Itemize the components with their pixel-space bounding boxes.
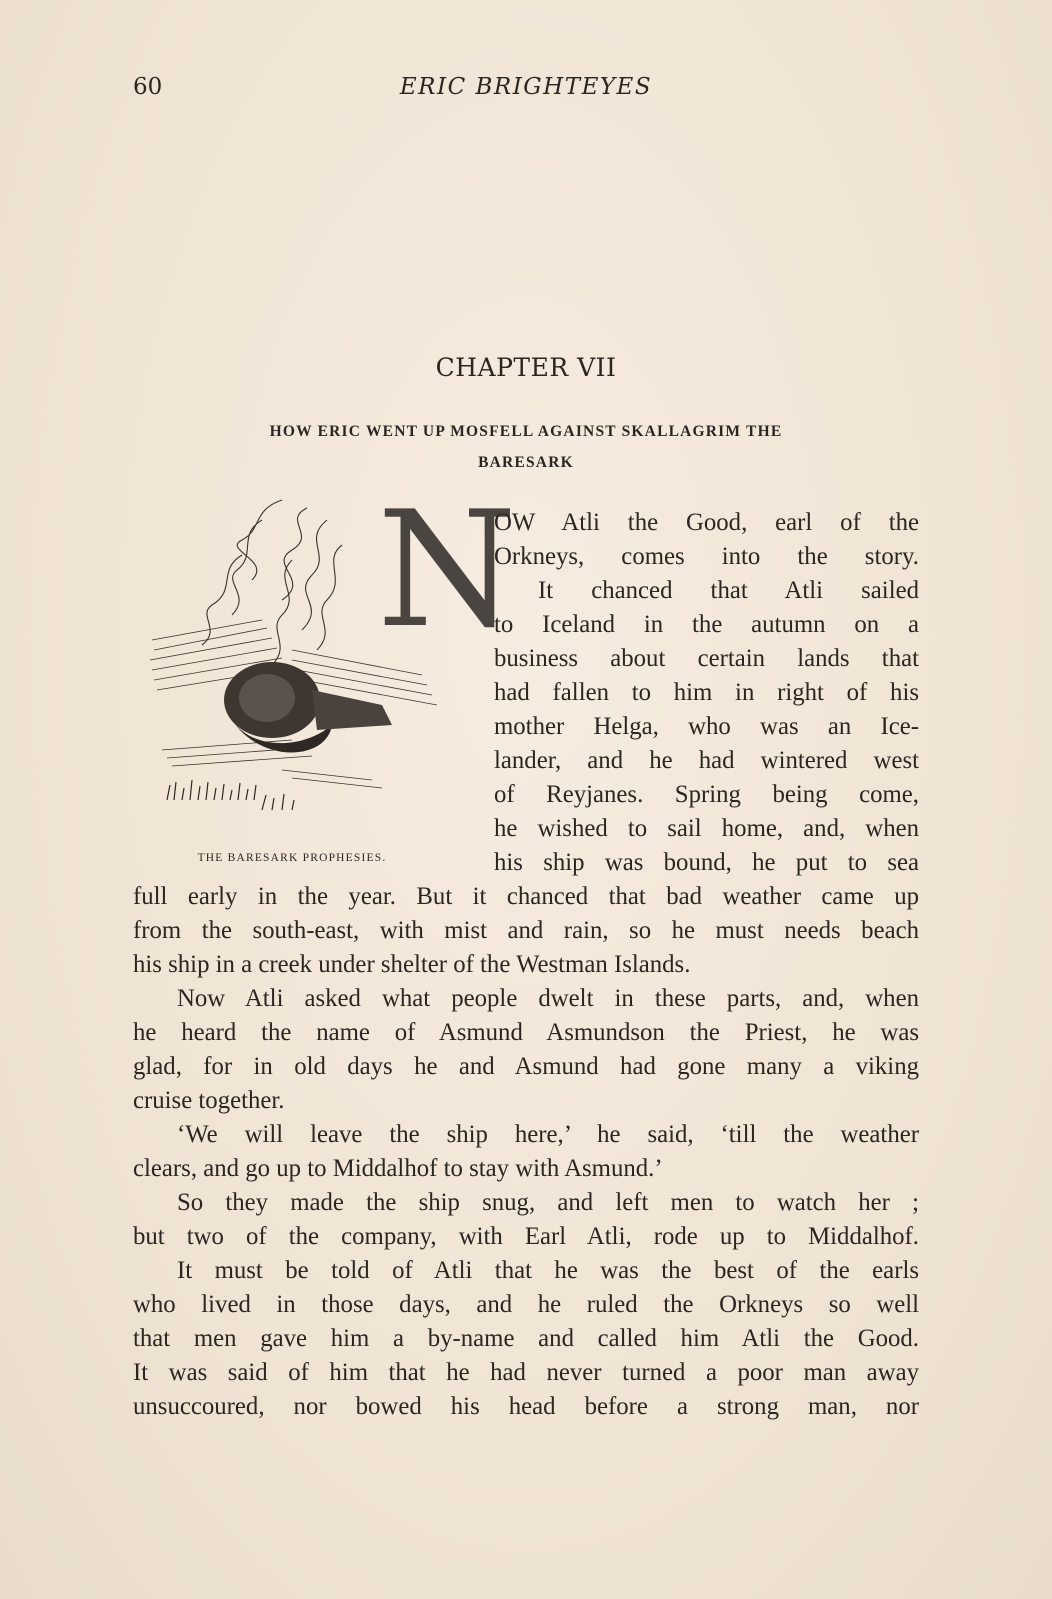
chapter-illustration	[142, 476, 517, 880]
text-line: mother Helga, who was an Ice-	[494, 713, 919, 740]
text-line: from the south-east, with mist and rain, so he must needs beach	[133, 917, 919, 944]
text-line: but two of the company, with Earl Atli, rode up to Middalhof.	[133, 1223, 919, 1250]
smoke-swirls	[202, 500, 342, 665]
text-line: It chanced that Atli sailed	[538, 577, 919, 604]
text-line: It was said of him that he had never turned a poor man away	[133, 1359, 919, 1386]
text-line: he heard the name of Asmund Asmundson the Priest, he was	[133, 1019, 919, 1046]
text-line: glad, for in old days he and Asmund had gone many a viking	[133, 1053, 919, 1080]
chapter-subtitle	[133, 416, 919, 478]
text-line: full early in the year. But it chanced that bad weather came up	[133, 883, 919, 910]
text-line: Orkneys, comes into the story.	[494, 543, 919, 570]
wrapped-paragraph	[494, 506, 919, 880]
page-number: 60	[133, 74, 163, 100]
illustration-caption: THE BARESARK PROPHESIES.	[197, 852, 387, 864]
text-line: that men gave him a by-name and called him Atli the Good.	[133, 1325, 919, 1352]
text-line: to Iceland in the autumn on a	[494, 611, 919, 638]
chapter-subtitle-line-1: HOW ERIC WENT UP MOSFELL AGAINST SKALLAGRIM THE	[269, 423, 783, 440]
body-paragraphs	[133, 880, 919, 1424]
text-line: unsuccoured, nor bowed his head before a strong man, nor	[133, 1393, 919, 1420]
chapter-subtitle-line-2: BARESARK	[478, 454, 574, 471]
text-line: lander, and he had wintered west	[494, 747, 919, 774]
text-line: cruise together.	[133, 1087, 285, 1114]
text-line: business about certain lands that	[494, 645, 919, 672]
running-head	[0, 74, 1052, 114]
text-line: So they made the ship snug, and left men to watch her ;	[177, 1189, 919, 1216]
figure-head	[224, 662, 392, 753]
chapter-title: CHAPTER VII	[435, 353, 617, 382]
baresark-engraving	[142, 476, 517, 840]
text-line: of Reyjanes. Spring being come,	[494, 781, 919, 808]
text-line: his ship in a creek under shelter of the Westman Islands.	[133, 951, 691, 978]
text-line: ‘We will leave the ship here,’ he said, ‘till the weather	[177, 1121, 919, 1148]
text-line: who lived in those days, and he ruled the Orkneys so well	[133, 1291, 919, 1318]
text-line: had fallen to him in right of his	[494, 679, 919, 706]
text-line: he wished to sail home, and, when	[494, 815, 919, 842]
drop-cap-n: N	[377, 476, 517, 663]
text-line: OW Atli the Good, earl of the	[494, 509, 919, 536]
text-line: clears, and go up to Middalhof to stay with Asmund.’	[133, 1155, 663, 1182]
grass-tufts	[167, 780, 294, 810]
text-line: It must be told of Atli that he was the best of the earls	[177, 1257, 919, 1284]
running-title: ERIC BRIGHTEYES	[399, 74, 653, 100]
text-line: his ship was bound, he put to sea	[494, 849, 919, 876]
text-line: Now Atli asked what people dwelt in these parts, and, when	[177, 985, 919, 1012]
